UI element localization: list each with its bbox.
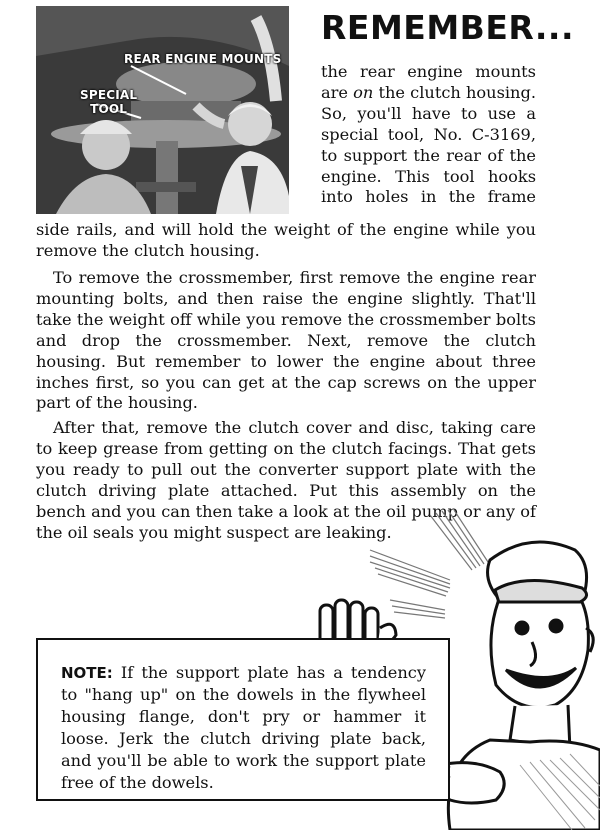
paragraph-clutch-cover: After that, remove the clutch cover and disc, taking care to keep grease from getting on the clutch facings. That gets you ready to pull out the converter support plate with the clutch driving plate attached. Put this assembly on the bench and you can then take a look at the oil pump or any of the oil seals you might suspect are leaking. xyxy=(36,418,536,542)
special-label-line: SPECIAL xyxy=(80,88,138,102)
note-label: NOTE: xyxy=(61,664,113,682)
emphasis-on: on xyxy=(353,82,374,102)
emphasis-lines xyxy=(370,510,488,618)
intro-column xyxy=(321,62,536,208)
intro-line: special tool, No. C-3169, xyxy=(321,124,536,144)
intro-line: to support the rear of the xyxy=(321,145,536,165)
intro-line: the rear engine mounts xyxy=(321,62,536,81)
note-text xyxy=(61,662,426,794)
intro-line: engine. This tool hooks xyxy=(321,166,536,186)
tool-label-line: TOOL xyxy=(90,102,128,116)
intro-line: So, you'll have to use a xyxy=(321,103,536,123)
note-box xyxy=(36,638,450,801)
rear-engine-mounts-label: REAR ENGINE MOUNTS xyxy=(124,52,282,66)
photo-mechanics-with-special-tool xyxy=(36,6,289,214)
paragraph-crossmember: To remove the crossmember, first remove the engine rear mounting bolts, and then raise the engine slightly. That'll take the weight off while you remove the crossmember bolts and drop the crossmember. Next, remove the clutch housing. But remember to lower the engine about three inches first, so you can get at the cap screws on the upper part of the housing. xyxy=(36,268,536,413)
note-body: If the support plate has a tendency to "hang up" on the dowels in the flywheel housing flange, don't pry or hammer it loose. Jerk the clutch driving plate back, and you'll be able to work the support plate free of the dowels. xyxy=(61,663,426,792)
special-tool-label xyxy=(80,88,137,116)
photo-illustration xyxy=(36,6,289,214)
intro-continuation: side rails, and will hold the weight of the engine while you remove the clutch housing. xyxy=(36,220,536,260)
remember-heading: REMEMBER... xyxy=(321,8,574,47)
intro-line: into holes in the frame xyxy=(321,187,536,207)
intro-line: are on the clutch housing. xyxy=(321,82,536,102)
